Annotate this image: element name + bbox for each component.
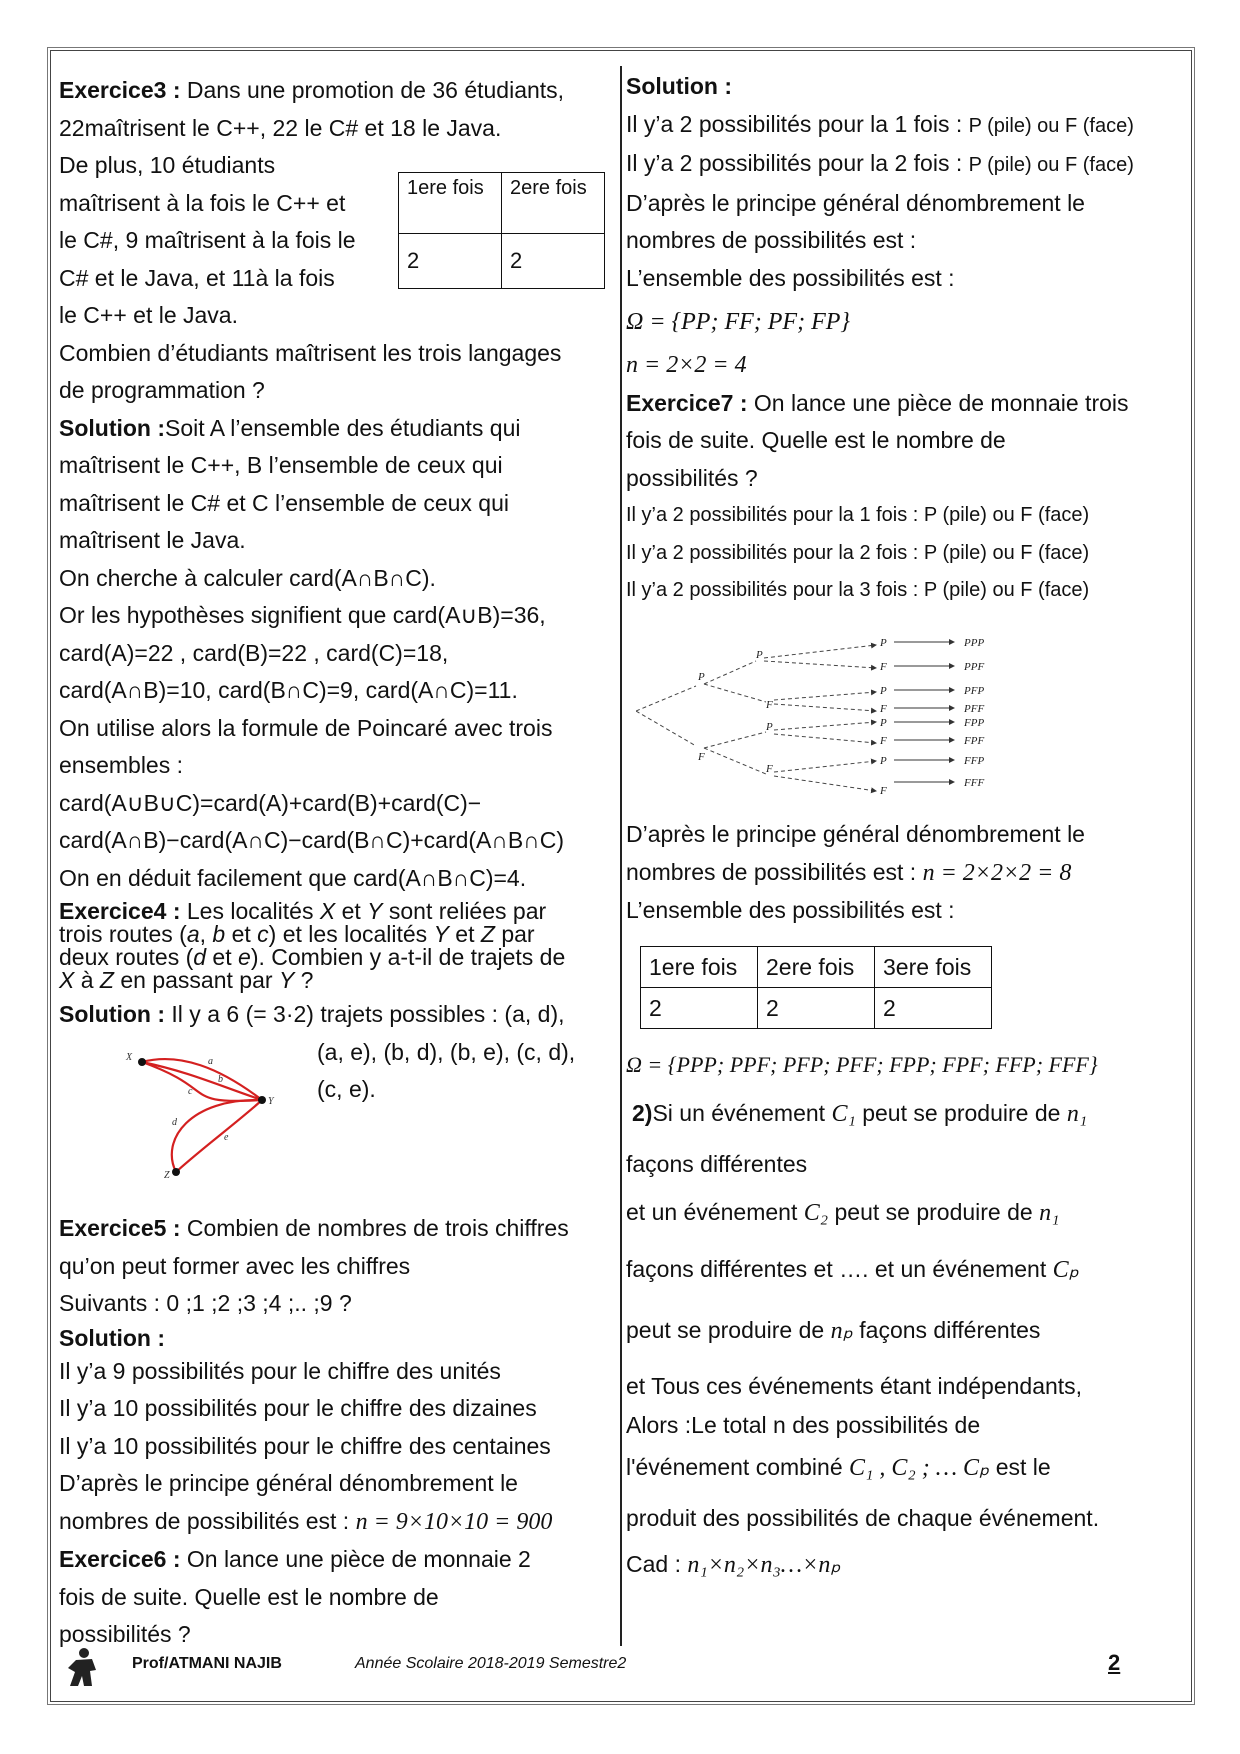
- ex4-t8: et: [448, 921, 481, 947]
- tree-edge: [774, 692, 876, 700]
- tree-outcome: FPP: [964, 717, 985, 729]
- table-header-row: [641, 947, 992, 988]
- left-lower-column: [59, 1210, 615, 1654]
- ex4-t11: et: [206, 944, 239, 970]
- node-label: Y: [268, 1096, 274, 1107]
- ex3-title: Exercice3 :: [59, 77, 181, 103]
- ex4-var: d: [193, 944, 207, 970]
- sol3-text: Soit A l’ensemble des étudiants qui: [165, 414, 521, 441]
- tree-outcome: PPF: [964, 661, 985, 673]
- footer-author: Prof/ATMANI NAJIB: [132, 1655, 282, 1672]
- p2-text: façons différentes: [852, 1317, 1041, 1343]
- ex6-line-1: [59, 1541, 615, 1579]
- ex3-line-5: le C#, 9 maîtrisent à la fois le: [59, 227, 356, 253]
- table-cell: 2: [399, 234, 502, 289]
- p2-number: 2): [632, 1100, 653, 1126]
- table-row: [641, 988, 992, 1029]
- sol6-line-1: [626, 106, 1186, 146]
- tree-edge: [774, 722, 876, 730]
- sol3-line-13: On en déduit facilement que card(A∩B∩C)=4.: [59, 864, 527, 891]
- sol4-text: Il y a 6 (= 3·2) trajets possibles : (a, d),: [171, 1001, 565, 1027]
- sol3-line-2: maîtrisent le C++, B l’ensemble de ceux qui: [59, 452, 503, 478]
- edge-c: [142, 1062, 262, 1101]
- ex3-line-6: C# et le Java, et 11à la fois: [59, 264, 335, 291]
- ex4-t4: trois routes (: [59, 921, 187, 947]
- sol3-line-10: ensembles :: [59, 752, 184, 778]
- sol5-line-1: Il y’a 9 possibilités pour le chiffre des unités: [59, 1357, 501, 1384]
- sol4-line-1: [59, 996, 615, 1034]
- tree-edge: [774, 776, 876, 791]
- tree-outcome: PPP: [964, 637, 985, 649]
- sol5-line-5: [59, 1503, 615, 1542]
- right-lower-column: [626, 1045, 1186, 1589]
- table-header-cell: 3ere fois: [875, 947, 992, 988]
- ex4-block: [59, 900, 615, 992]
- sol5-line-4: D’après le principe général dénombrement le: [59, 1470, 518, 1496]
- ex4-line-1: [59, 900, 615, 923]
- ex7-line-3: possibilités ?: [626, 464, 758, 491]
- ex4-t15: ?: [294, 967, 314, 993]
- author-logo-icon: [62, 1646, 102, 1688]
- ex3-line-4: maîtrisent à la fois le C++ et: [59, 189, 346, 216]
- sol6-line-5: L’ensemble des possibilités est :: [626, 264, 955, 291]
- p2-var: n₁: [1066, 1101, 1088, 1127]
- p2-formula: C₁ , C₂ ; … Cₚ: [849, 1455, 990, 1481]
- ex4-t14: en passant par: [113, 967, 279, 993]
- sol3-title: Solution :: [59, 414, 166, 441]
- ex3-text: Dans une promotion de 36 étudiants,: [180, 77, 565, 103]
- coin-table-2: [398, 172, 605, 289]
- p2-var: nₚ: [830, 1318, 853, 1344]
- ex4-var: c: [257, 921, 269, 947]
- sol3-line-11: card(A∪B∪C)=card(A)+card(B)+card(C)−: [59, 789, 482, 816]
- p2-line-6: et Tous ces événements étant indépendants,: [626, 1373, 1083, 1399]
- sol6-line-2: [626, 145, 1186, 185]
- tree-node: P: [880, 755, 887, 767]
- ex4-var: a: [186, 921, 200, 947]
- n-3-throws: n = 2×2×2 = 8: [922, 859, 1072, 886]
- ex5-title: Exercice5 :: [59, 1215, 181, 1241]
- sol6-line-3: D’après le principe général dénombrement le: [626, 189, 1085, 216]
- ex4-t6: et: [225, 921, 258, 947]
- sol4-line-3: (c, e).: [317, 1076, 376, 1102]
- ex4-var: X: [59, 967, 75, 993]
- tree-edge: [704, 661, 756, 684]
- p2-line-3: [626, 1186, 1186, 1239]
- p2-text: et un événement: [626, 1199, 804, 1225]
- table-cell: 2: [758, 988, 875, 1029]
- ex4-var: Z: [480, 921, 495, 947]
- ex4-line-3: [59, 946, 615, 969]
- edge-label: d: [172, 1117, 177, 1128]
- sol3-line-1: [59, 410, 615, 448]
- sol5-formula: n = 9×10×10 = 900: [355, 1508, 553, 1535]
- tree-outcome: PFP: [964, 685, 985, 697]
- table-header-row: [399, 173, 605, 234]
- tree-edge: [774, 761, 876, 772]
- p2-line-10: [626, 1540, 1186, 1589]
- tree-edge: [774, 734, 876, 743]
- sol6-text: Il y’a 2 possibilités pour la 1 fois :: [626, 110, 969, 137]
- sol6-text: Il y’a 2 possibilités pour la 2 fois :: [626, 150, 969, 176]
- p2-line-4: [626, 1239, 1186, 1300]
- ex4-t9: par: [494, 921, 535, 947]
- tree-node: P: [880, 717, 887, 729]
- ex3-line-1: [59, 72, 615, 110]
- table-cell: 2: [502, 234, 605, 289]
- ex7-step-1: Il y’a 2 possibilités pour la 1 fois : P (pile) ou F (face): [626, 504, 1090, 526]
- right-middle-column: [626, 816, 1186, 930]
- ex4-t3: sont reliées par: [382, 898, 547, 924]
- p2-text: Si un événement: [652, 1100, 832, 1126]
- tree-outcome: PFF: [964, 703, 985, 715]
- sol5-line-3: Il y’a 10 possibilités pour le chiffre des centaines: [59, 1432, 551, 1459]
- ex7-title: Exercice7 :: [626, 389, 748, 416]
- ex4-t13: à: [74, 967, 100, 993]
- ex7-line-1: [626, 385, 1186, 423]
- tree-edge: [764, 661, 876, 668]
- tree-edge: [636, 686, 696, 711]
- sol6-small: P (pile) ou F (face): [968, 154, 1134, 176]
- sol5-line-2: Il y’a 10 possibilités pour le chiffre des dizaines: [59, 1395, 537, 1421]
- ex4-t7: ) et les localités: [268, 921, 434, 947]
- node-label: Z: [164, 1170, 170, 1180]
- ex7-text: On lance une pièce de monnaie trois: [747, 389, 1129, 416]
- tree-edge: [704, 748, 766, 774]
- page-number: 2: [1108, 1650, 1121, 1675]
- sol3-line-9: On utilise alors la formule de Poincaré avec trois: [59, 714, 553, 741]
- column-divider: [620, 66, 622, 1646]
- p2-line-8: [626, 1439, 1186, 1496]
- tree-node: F: [880, 735, 887, 747]
- ex5-line-2: qu’on peut former avec les chiffres: [59, 1252, 411, 1279]
- ex3-line-9: de programmation ?: [59, 377, 265, 403]
- node-label: X: [126, 1052, 133, 1063]
- tree-edge: [636, 711, 696, 746]
- edge-label: b: [218, 1074, 223, 1085]
- tree-outcome: FFP: [964, 755, 985, 767]
- ex6-title: Exercice6 :: [59, 1546, 181, 1572]
- sol4-line-2: (a, e), (b, d), (b, e), (c, d),: [317, 1038, 576, 1065]
- ex7-line-2: fois de suite. Quelle est le nombre de: [626, 427, 1006, 453]
- edge-label: a: [208, 1056, 213, 1067]
- tree-node: F: [880, 785, 887, 797]
- p2-var: C₂: [803, 1200, 829, 1226]
- p2-line-7: Alors :Le total n des possibilités de: [626, 1412, 981, 1438]
- p2-text: façons différentes et …. et un événement: [626, 1256, 1053, 1282]
- ex7-sol-line-3: L’ensemble des possibilités est :: [626, 897, 955, 923]
- ex6-line-3: possibilités ?: [59, 1621, 191, 1647]
- p2-text: peut se produire de: [626, 1317, 831, 1343]
- n-2-throws: n = 2×2 = 4: [626, 352, 747, 378]
- table-cell: 2: [641, 988, 758, 1029]
- p2-line-5: [626, 1300, 1186, 1361]
- p2-var: C₁: [831, 1101, 856, 1127]
- table-header-cell: 1ere fois: [641, 947, 758, 988]
- sol3-line-4: maîtrisent le Java.: [59, 527, 246, 553]
- node-z: [172, 1168, 180, 1176]
- tree-edge: [704, 684, 766, 702]
- ex4-t5: ,: [199, 921, 213, 947]
- sol6-title: Solution :: [626, 73, 733, 99]
- p2-text: Cad :: [626, 1551, 688, 1577]
- p2-text: peut se produire de: [855, 1100, 1067, 1126]
- ex7-step-3: Il y’a 2 possibilités pour la 3 fois : P (pile) ou F (face): [626, 579, 1090, 601]
- edge-e: [176, 1100, 262, 1172]
- tree-node: P: [756, 649, 763, 661]
- edge-label: e: [224, 1132, 229, 1143]
- route-graph: [120, 1050, 280, 1180]
- ex4-title: Exercice4 :: [59, 898, 181, 924]
- footer-year: Année Scolaire 2018-2019 Semestre2: [355, 1655, 627, 1672]
- ex4-var: X: [319, 898, 336, 924]
- sol4-title: Solution :: [59, 1001, 172, 1027]
- ex4-var: Y: [433, 921, 449, 947]
- table-header-cell: 2ere fois: [502, 173, 605, 234]
- ex4-var: b: [212, 921, 226, 947]
- tree-edge: [774, 704, 876, 711]
- ex3-line-8: Combien d’étudiants maîtrisent les trois langages: [59, 339, 562, 366]
- ex3-line-3: De plus, 10 étudiants: [59, 152, 276, 178]
- tree-edge: [704, 732, 766, 748]
- ex4-t10: deux routes (: [59, 944, 194, 970]
- coin-table-3: [640, 946, 992, 1029]
- ex4-t1: Les localités: [180, 898, 320, 924]
- ex3-line-2: 22maîtrisent le C++, 22 le C# et 18 le Java.: [59, 114, 502, 141]
- tree-node: F: [880, 661, 887, 673]
- p2-var: Cₚ: [1052, 1257, 1079, 1283]
- table-row: [399, 234, 605, 289]
- tree-node: P: [880, 685, 887, 697]
- ex4-t2: et: [335, 898, 368, 924]
- probability-tree: [636, 636, 1036, 806]
- sol3-line-7: card(A)=22 , card(B)=22 , card(C)=18,: [59, 639, 449, 666]
- ex5-line-3: Suivants : 0 ;1 ;2 ;3 ;4 ;.. ;9 ?: [59, 1290, 352, 1316]
- ex7-sol-text: nombres de possibilités est :: [626, 858, 923, 885]
- table-header-cell: 2ere fois: [758, 947, 875, 988]
- tree-outcome: FPF: [964, 735, 985, 747]
- ex7-sol-line-2: [626, 854, 1186, 893]
- p2-text: l'événement combiné: [626, 1454, 850, 1480]
- tree-edge: [764, 645, 876, 658]
- tree-node: P: [880, 637, 887, 649]
- right-column: [626, 68, 1186, 610]
- table-cell: 2: [875, 988, 992, 1029]
- sol3-line-3: maîtrisent le C# et C l’ensemble de ceux qui: [59, 489, 509, 516]
- tree-node: P: [698, 671, 705, 683]
- node-y: [258, 1096, 266, 1104]
- ex4-var: Z: [99, 967, 114, 993]
- sol5-title: Solution :: [59, 1324, 166, 1351]
- tree-node: F: [766, 763, 773, 775]
- table-header-cell: 1ere fois: [399, 173, 502, 234]
- p2-text: est le: [989, 1454, 1051, 1480]
- ex6-text: On lance une pièce de monnaie 2: [180, 1546, 531, 1572]
- omega-2-throws: Ω = {PP; FF; PF; FP}: [626, 309, 851, 335]
- p2-line-1: [626, 1085, 1186, 1142]
- sol5-text: nombres de possibilités est :: [59, 1507, 356, 1534]
- ex6-line-2: fois de suite. Quelle est le nombre de: [59, 1583, 439, 1610]
- p2-line-2: façons différentes: [626, 1151, 808, 1177]
- sol6-small: P (pile) ou F (face): [968, 114, 1134, 137]
- sol6-line-4: nombres de possibilités est :: [626, 227, 917, 253]
- ex4-line-4: [59, 969, 615, 992]
- ex4-t12: ). Combien y a-t-il de trajets de: [250, 944, 566, 970]
- ex4-line-2: [59, 923, 615, 946]
- p2-product: n₁×n₂×n₃…×nₚ: [687, 1552, 841, 1578]
- tree-node: P: [766, 721, 773, 733]
- p2-text: peut se produire de: [828, 1199, 1040, 1225]
- omega-3-throws: Ω = {PPP; PPF; PFP; PFF; FPP; FPF; FFP; FFF}: [626, 1052, 1098, 1077]
- sol3-line-8: card(A∩B)=10, card(B∩C)=9, card(A∩C)=11.: [59, 677, 518, 703]
- ex5-line-1: [59, 1210, 615, 1248]
- ex3-line-7: le C++ et le Java.: [59, 302, 238, 328]
- ex4-var: Y: [367, 898, 383, 924]
- sol3-line-6: Or les hypothèses signifient que card(A∪B)=36,: [59, 602, 546, 628]
- sol3-line-5: On cherche à calculer card(A∩B∩C).: [59, 564, 436, 591]
- ex7-step-2: Il y’a 2 possibilités pour la 2 fois : P (pile) ou F (face): [626, 541, 1090, 564]
- ex4-var: e: [238, 944, 251, 970]
- tree-node: F: [880, 703, 887, 715]
- tree-outcome: FFF: [964, 777, 985, 789]
- p2-var: n₁: [1039, 1200, 1060, 1226]
- sol3-line-12: card(A∩B)−card(A∩C)−card(B∩C)+card(A∩B∩C): [59, 827, 565, 853]
- p2-line-9: produit des possibilités de chaque événement.: [626, 1505, 1100, 1531]
- tree-node: F: [698, 751, 705, 763]
- tree-node: F: [766, 699, 773, 711]
- ex5-text: Combien de nombres de trois chiffres: [180, 1215, 569, 1241]
- node-x: [138, 1058, 146, 1066]
- ex7-sol-line-1: D’après le principe général dénombrement le: [626, 821, 1085, 847]
- edge-label: c: [188, 1086, 193, 1097]
- ex4-var: Y: [278, 967, 295, 993]
